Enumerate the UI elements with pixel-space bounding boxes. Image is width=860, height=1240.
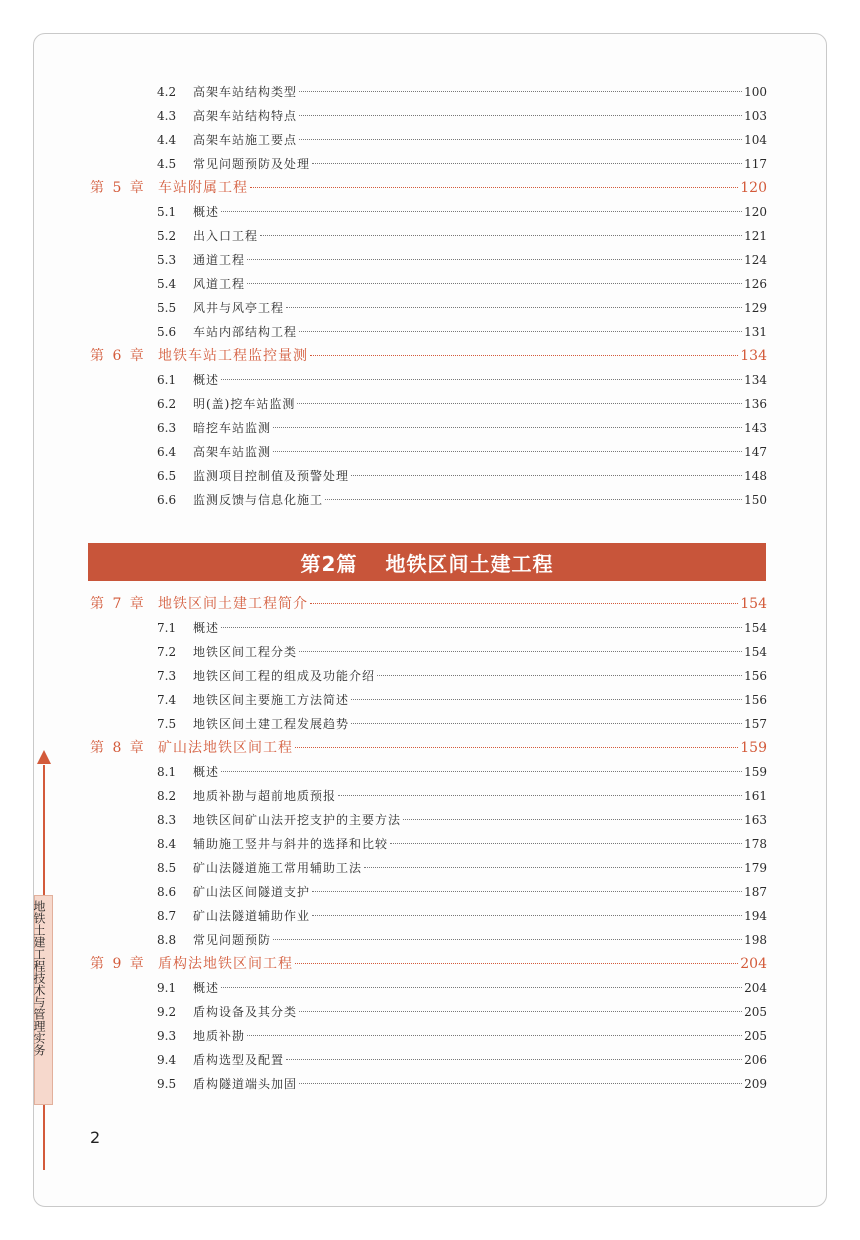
entry-title: 地铁区间工程的组成及功能介绍 xyxy=(193,669,376,683)
entry-number: 5.5 xyxy=(157,301,177,315)
entry-title: 车站内部结构工程 xyxy=(193,325,298,339)
entry-number: 9.5 xyxy=(157,1077,177,1091)
entry-page: 120 xyxy=(740,180,767,196)
section-entry xyxy=(157,369,767,391)
dot-leader xyxy=(310,355,738,356)
dot-leader xyxy=(273,451,742,452)
side-arrow-icon xyxy=(37,750,51,764)
entry-title: 地铁区间土建工程发展趋势 xyxy=(193,717,350,731)
section-entry xyxy=(157,665,767,687)
entry-number: 8.6 xyxy=(157,885,177,899)
section-entry xyxy=(157,441,767,463)
entry-title: 通道工程 xyxy=(193,253,246,267)
section-entry xyxy=(157,465,767,487)
entry-page: 204 xyxy=(740,956,767,972)
entry-title: 高架车站结构特点 xyxy=(193,109,298,123)
section-entry xyxy=(157,689,767,711)
entry-number: 6.1 xyxy=(157,373,177,387)
entry-title: 盾构选型及配置 xyxy=(193,1053,285,1067)
chapter-entry xyxy=(90,737,767,759)
dot-leader xyxy=(325,499,742,500)
section-entry xyxy=(157,1073,767,1095)
entry-title: 监测项目控制值及预警处理 xyxy=(193,469,350,483)
entry-page: 154 xyxy=(744,645,767,659)
entry-number: 9.2 xyxy=(157,1005,177,1019)
entry-page: 100 xyxy=(744,85,767,99)
entry-page: 178 xyxy=(744,837,767,851)
entry-number: 7.5 xyxy=(157,717,177,731)
entry-number: 5.1 xyxy=(157,205,177,219)
dot-leader xyxy=(403,819,742,820)
dot-leader xyxy=(312,891,742,892)
dot-leader xyxy=(299,331,742,332)
entry-title: 地铁区间土建工程简介 xyxy=(158,596,308,612)
entry-number: 5.4 xyxy=(157,277,177,291)
section-entry xyxy=(157,809,767,831)
entry-page: 121 xyxy=(744,229,767,243)
dot-leader xyxy=(299,139,742,140)
entry-page: 161 xyxy=(744,789,767,803)
section-entry xyxy=(157,833,767,855)
dot-leader xyxy=(286,307,742,308)
entry-number: 7.4 xyxy=(157,693,177,707)
dot-leader xyxy=(221,627,742,628)
entry-title: 矿山法隧道辅助作业 xyxy=(193,909,311,923)
entry-number: 6.6 xyxy=(157,493,177,507)
entry-page: 156 xyxy=(744,669,767,683)
side-book-title: 地铁土建工程技术与管理实务 xyxy=(32,900,46,1056)
dot-leader xyxy=(260,235,742,236)
entry-title: 暗挖车站监测 xyxy=(193,421,272,435)
dot-leader xyxy=(310,603,738,604)
entry-page: 156 xyxy=(744,693,767,707)
entry-title: 矿山法隧道施工常用辅助工法 xyxy=(193,861,363,875)
entry-page: 154 xyxy=(744,621,767,635)
entry-number: 8.8 xyxy=(157,933,177,947)
entry-page: 134 xyxy=(744,373,767,387)
dot-leader xyxy=(247,283,742,284)
entry-title: 车站附属工程 xyxy=(158,180,248,196)
part-label: 第2篇 xyxy=(300,551,358,576)
entry-title: 常见问题预防及处理 xyxy=(193,157,311,171)
entry-title: 概述 xyxy=(193,981,220,995)
section-entry xyxy=(157,417,767,439)
section-entry xyxy=(157,1049,767,1071)
dot-leader xyxy=(299,1083,742,1084)
entry-page: 124 xyxy=(744,253,767,267)
section-entry xyxy=(157,321,767,343)
entry-title: 概述 xyxy=(193,765,220,779)
entry-number: 第 9 章 xyxy=(90,956,146,972)
section-entry xyxy=(157,905,767,927)
entry-title: 地铁区间工程分类 xyxy=(193,645,298,659)
dot-leader xyxy=(247,1035,742,1036)
section-entry xyxy=(157,641,767,663)
dot-leader xyxy=(312,915,742,916)
entry-page: 104 xyxy=(744,133,767,147)
chapter-entry xyxy=(90,593,767,615)
section-entry xyxy=(157,857,767,879)
entry-page: 147 xyxy=(744,445,767,459)
dot-leader xyxy=(221,379,742,380)
entry-title: 概述 xyxy=(193,373,220,387)
dot-leader xyxy=(299,651,742,652)
entry-number: 4.3 xyxy=(157,109,177,123)
entry-page: 198 xyxy=(744,933,767,947)
dot-leader xyxy=(299,1011,742,1012)
entry-page: 205 xyxy=(744,1029,767,1043)
entry-title: 地质补勘 xyxy=(193,1029,246,1043)
section-entry xyxy=(157,129,767,151)
section-entry xyxy=(157,393,767,415)
entry-title: 盾构设备及其分类 xyxy=(193,1005,298,1019)
section-entry xyxy=(157,297,767,319)
dot-leader xyxy=(312,163,742,164)
entry-page: 159 xyxy=(740,740,767,756)
dot-leader xyxy=(273,939,742,940)
dot-leader xyxy=(221,771,742,772)
dot-leader xyxy=(250,187,738,188)
dot-leader xyxy=(295,963,738,964)
entry-number: 6.5 xyxy=(157,469,177,483)
entry-number: 9.1 xyxy=(157,981,177,995)
entry-title: 地质补勘与超前地质预报 xyxy=(193,789,337,803)
entry-page: 187 xyxy=(744,885,767,899)
entry-page: 143 xyxy=(744,421,767,435)
entry-number: 5.6 xyxy=(157,325,177,339)
section-entry xyxy=(157,81,767,103)
entry-number: 8.4 xyxy=(157,837,177,851)
dot-leader xyxy=(364,867,742,868)
entry-title: 概述 xyxy=(193,205,220,219)
entry-title: 辅助施工竖井与斜井的选择和比较 xyxy=(193,837,389,851)
entry-number: 7.1 xyxy=(157,621,177,635)
entry-title: 矿山法地铁区间工程 xyxy=(158,740,293,756)
section-entry xyxy=(157,1001,767,1023)
entry-page: 159 xyxy=(744,765,767,779)
dot-leader xyxy=(295,747,738,748)
entry-title: 风道工程 xyxy=(193,277,246,291)
entry-title: 地铁区间主要施工方法简述 xyxy=(193,693,350,707)
entry-number: 7.3 xyxy=(157,669,177,683)
entry-page: 131 xyxy=(744,325,767,339)
entry-number: 5.3 xyxy=(157,253,177,267)
entry-page: 134 xyxy=(740,348,767,364)
section-entry xyxy=(157,489,767,511)
chapter-entry xyxy=(90,953,767,975)
entry-page: 129 xyxy=(744,301,767,315)
entry-title: 概述 xyxy=(193,621,220,635)
entry-title: 地铁车站工程监控量测 xyxy=(158,348,308,364)
entry-page: 205 xyxy=(744,1005,767,1019)
entry-number: 8.2 xyxy=(157,789,177,803)
entry-title: 监测反馈与信息化施工 xyxy=(193,493,324,507)
entry-page: 150 xyxy=(744,493,767,507)
entry-number: 第 8 章 xyxy=(90,740,146,756)
entry-page: 103 xyxy=(744,109,767,123)
entry-page: 126 xyxy=(744,277,767,291)
entry-page: 157 xyxy=(744,717,767,731)
dot-leader xyxy=(297,403,742,404)
page-number: 2 xyxy=(90,1128,101,1147)
section-entry xyxy=(157,785,767,807)
section-entry xyxy=(157,249,767,271)
entry-number: 5.2 xyxy=(157,229,177,243)
entry-title: 高架车站结构类型 xyxy=(193,85,298,99)
entry-number: 第 6 章 xyxy=(90,348,146,364)
section-entry xyxy=(157,225,767,247)
section-entry xyxy=(157,273,767,295)
entry-number: 8.1 xyxy=(157,765,177,779)
dot-leader xyxy=(273,427,742,428)
entry-page: 194 xyxy=(744,909,767,923)
section-entry xyxy=(157,1025,767,1047)
entry-page: 204 xyxy=(744,981,767,995)
entry-title: 盾构法地铁区间工程 xyxy=(158,956,293,972)
entry-number: 6.4 xyxy=(157,445,177,459)
dot-leader xyxy=(351,699,742,700)
dot-leader xyxy=(351,475,742,476)
part-title: 地铁区间土建工程 xyxy=(385,551,554,576)
entry-number: 4.2 xyxy=(157,85,177,99)
dot-leader xyxy=(221,211,742,212)
entry-number: 9.3 xyxy=(157,1029,177,1043)
dot-leader xyxy=(247,259,742,260)
entry-number: 9.4 xyxy=(157,1053,177,1067)
entry-number: 第 5 章 xyxy=(90,180,146,196)
entry-title: 常见问题预防 xyxy=(193,933,272,947)
entry-number: 7.2 xyxy=(157,645,177,659)
entry-title: 高架车站施工要点 xyxy=(193,133,298,147)
entry-number: 6.2 xyxy=(157,397,177,411)
dot-leader xyxy=(221,987,742,988)
entry-page: 206 xyxy=(744,1053,767,1067)
entry-number: 第 7 章 xyxy=(90,596,146,612)
dot-leader xyxy=(390,843,742,844)
entry-page: 148 xyxy=(744,469,767,483)
section-entry xyxy=(157,977,767,999)
entry-number: 4.4 xyxy=(157,133,177,147)
entry-page: 136 xyxy=(744,397,767,411)
section-entry xyxy=(157,713,767,735)
entry-title: 风井与风亭工程 xyxy=(193,301,285,315)
entry-title: 地铁区间矿山法开挖支护的主要方法 xyxy=(193,813,402,827)
entry-title: 高架车站监测 xyxy=(193,445,272,459)
dot-leader xyxy=(351,723,742,724)
entry-title: 明(盖)挖车站监测 xyxy=(193,397,296,411)
dot-leader xyxy=(299,115,742,116)
entry-number: 8.7 xyxy=(157,909,177,923)
entry-title: 矿山法区间隧道支护 xyxy=(193,885,311,899)
dot-leader xyxy=(377,675,742,676)
entry-number: 8.3 xyxy=(157,813,177,827)
part-banner xyxy=(88,543,766,581)
section-entry xyxy=(157,153,767,175)
section-entry xyxy=(157,881,767,903)
entry-number: 6.3 xyxy=(157,421,177,435)
entry-title: 盾构隧道端头加固 xyxy=(193,1077,298,1091)
dot-leader xyxy=(299,91,742,92)
section-entry xyxy=(157,929,767,951)
section-entry xyxy=(157,617,767,639)
section-entry xyxy=(157,201,767,223)
entry-number: 4.5 xyxy=(157,157,177,171)
section-entry xyxy=(157,105,767,127)
entry-page: 163 xyxy=(744,813,767,827)
chapter-entry xyxy=(90,177,767,199)
section-entry xyxy=(157,761,767,783)
dot-leader xyxy=(338,795,742,796)
chapter-entry xyxy=(90,345,767,367)
entry-page: 120 xyxy=(744,205,767,219)
entry-page: 117 xyxy=(744,157,767,171)
entry-title: 出入口工程 xyxy=(193,229,259,243)
entry-number: 8.5 xyxy=(157,861,177,875)
entry-page: 179 xyxy=(744,861,767,875)
entry-page: 154 xyxy=(740,596,767,612)
dot-leader xyxy=(286,1059,742,1060)
entry-page: 209 xyxy=(744,1077,767,1091)
